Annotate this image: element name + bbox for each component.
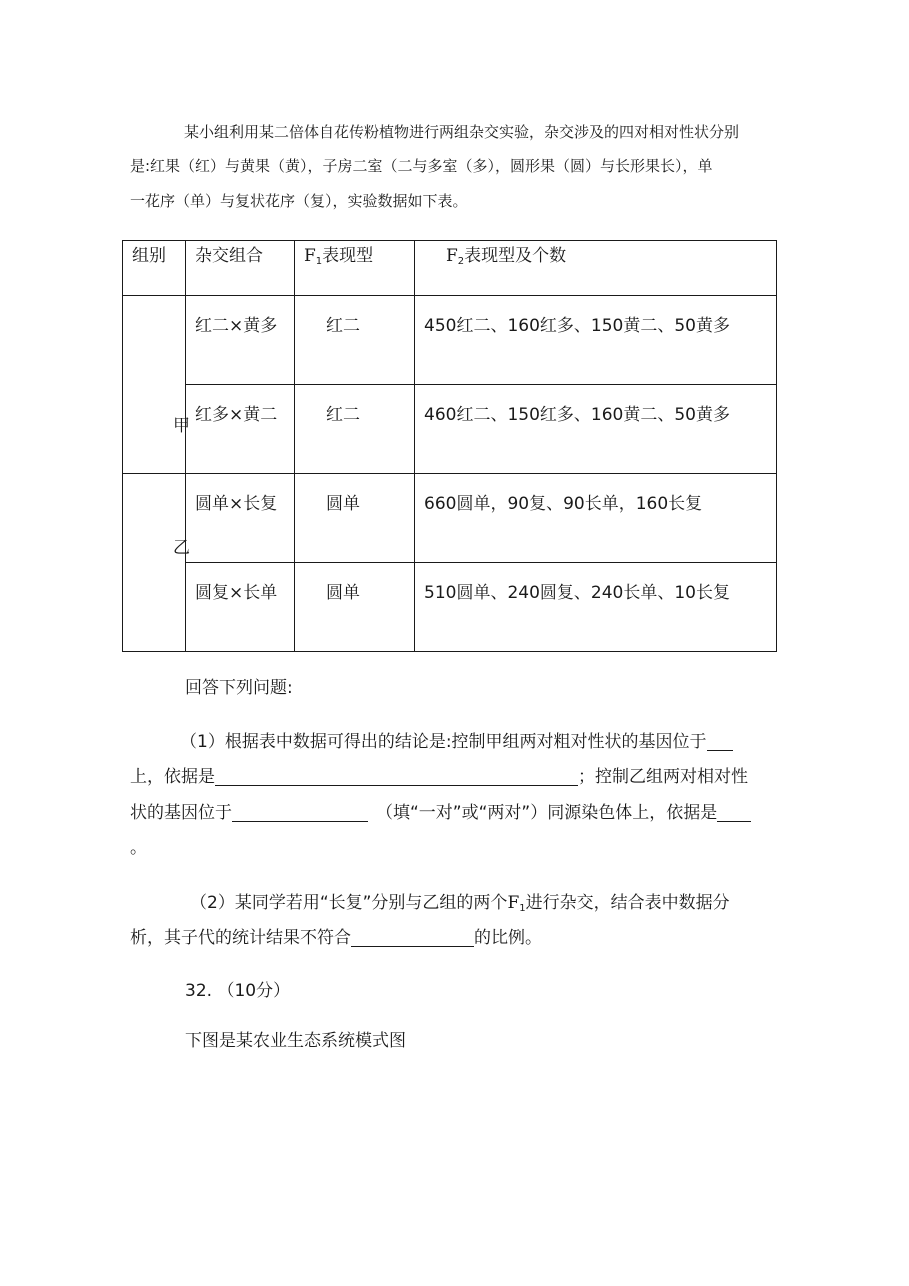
cross-cell (186, 563, 295, 652)
cross-label: 圆单×长复 (195, 494, 278, 514)
f2-value: 450红二、160红多、150黄二、50黄多 (424, 316, 730, 336)
data-table (122, 240, 777, 652)
header-f1-cell (295, 241, 415, 296)
answer-blank[interactable] (717, 805, 751, 822)
cross-cell (186, 385, 295, 474)
q1-line-3: 状的基因位于 （填“一对”或“两对”）同源染色体上，依据是 (130, 805, 751, 822)
header-f1: $F_1$表现型 (304, 246, 374, 267)
f1-value: 圆单 (326, 583, 360, 603)
f2-value: 660圆单，90复、90长单，160长复 (424, 494, 703, 514)
intro-line-2: 是:红果（红）与黄果（黄），子房二室（二与多室（多），圆形果（圆）与长形果长），单 (130, 157, 713, 175)
header-f2-cell (415, 241, 777, 296)
table-header-row (123, 241, 777, 296)
cross-label: 圆复×长单 (195, 583, 278, 603)
header-cross-cell (186, 241, 295, 296)
question-32-heading: 32. （10分） (185, 981, 291, 1001)
header-cross: 杂交组合 (195, 246, 263, 266)
answer-blank[interactable] (707, 734, 733, 751)
f1-cell (295, 296, 415, 385)
f2-value: 510圆单、240圆复、240长单、10长复 (424, 583, 730, 603)
answer-prompt: 回答下列问题: (185, 678, 293, 698)
group-label: 乙 (173, 538, 190, 558)
f1-value: 红二 (326, 316, 360, 336)
answer-blank[interactable] (215, 769, 578, 786)
cross-cell (186, 474, 295, 563)
figure-caption: 下图是某农业生态系统模式图 (185, 1031, 406, 1051)
f1-cell (295, 563, 415, 652)
f1-value: 圆单 (326, 494, 360, 514)
table-row (123, 474, 777, 563)
answer-blank[interactable] (232, 805, 368, 822)
intro-line-3: 一花序（单）与复状花序（复），实验数据如下表。 (130, 192, 468, 210)
cross-label: 红多×黄二 (195, 405, 278, 425)
intro-line-1: 某小组利用某二倍体自花传粉植物进行两组杂交实验，杂交涉及的四对相对性状分别 (184, 123, 740, 141)
header-group: 组别 (132, 246, 166, 266)
q1-line-2: 上，依据是 ；控制乙组两对相对性 (130, 767, 748, 787)
f2-cell (415, 563, 777, 652)
table-row (123, 296, 777, 385)
answer-blank[interactable] (351, 930, 474, 947)
q2-line-1: （2）某同学若用“长复”分别与乙组的两个$F_1$进行杂交，结合表中数据分 (190, 893, 730, 914)
cross-label: 红二×黄多 (195, 316, 278, 336)
q2-line-2: 析，其子代的统计结果不符合 的比例。 (130, 928, 542, 948)
table-row (123, 385, 777, 474)
group-label: 甲 (173, 416, 190, 436)
q1-line-4: 。 (130, 838, 147, 858)
group-cell-yi (123, 474, 190, 652)
cross-cell (186, 296, 295, 385)
header-f2: $F_2$表现型及个数 (446, 246, 567, 267)
header-group-cell (123, 241, 186, 296)
q1-line-1: （1）根据表中数据可得出的结论是:控制甲组两对粗对性状的基因位于 (180, 734, 733, 751)
f2-cell (415, 474, 777, 563)
table-row (123, 563, 777, 652)
f2-value: 460红二、150红多、160黄二、50黄多 (424, 405, 730, 425)
f1-value: 红二 (326, 405, 360, 425)
f2-cell (415, 385, 777, 474)
group-cell-jia (123, 296, 190, 474)
f1-cell (295, 474, 415, 563)
f2-cell (415, 296, 777, 385)
f1-cell (295, 385, 415, 474)
